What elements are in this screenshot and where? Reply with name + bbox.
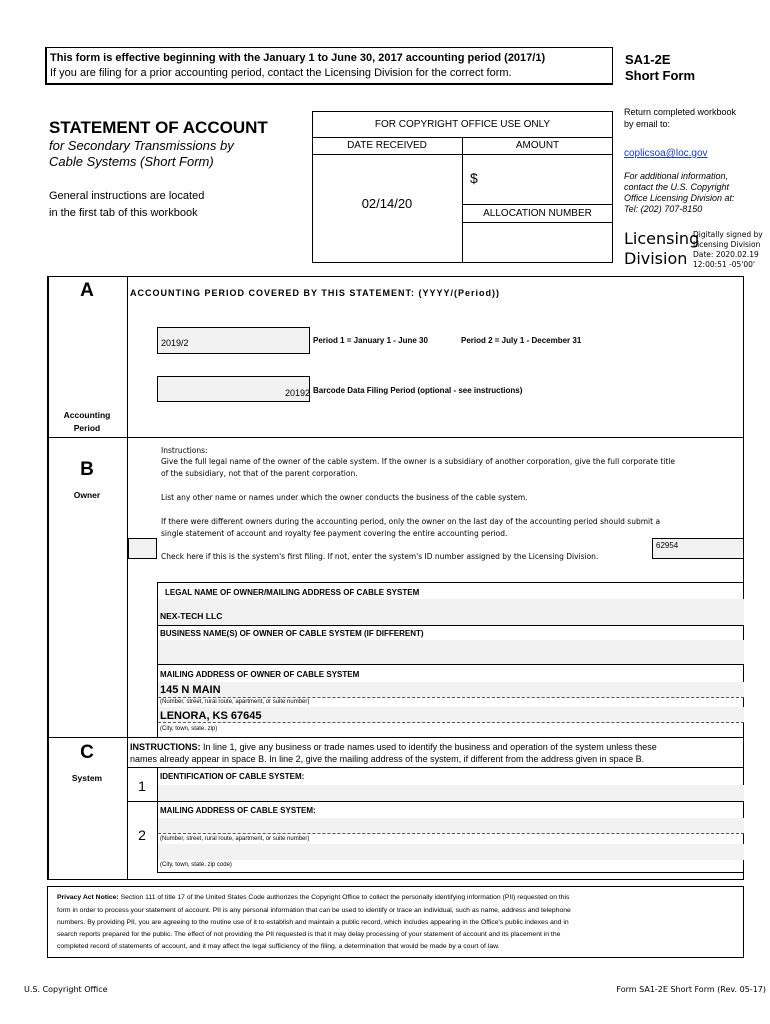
street-hint: (Number, street, rural route, apartment, or suite number): [160, 699, 310, 705]
privacy-text-1: Section 111 of title 17 of the United States Code authorizes the Copyright Office to collect the personally identifying information (PII) requested on this: [118, 894, 570, 901]
owner-instructions-3b: single statement of account and royalty fee payment covering the entire accounting period.: [161, 529, 508, 538]
section-b-letter: B: [80, 459, 94, 480]
section-a-heading: ACCOUNTING PERIOD COVERED BY THIS STATEMENT: (YYYY/(Period)): [130, 288, 501, 298]
statement-subtitle-2: Cable Systems (Short Form): [49, 154, 214, 169]
privacy-line-3: numbers. By providing PII, you are agreeing to the routine use of it to establish and maintain a public record, which includes appearing in the Office's public indexes and in: [57, 919, 569, 926]
line-2-number: 2: [138, 827, 146, 843]
footer-right: Form SA1-2E Short Form (Rev. 05-17): [616, 985, 766, 994]
legal-name-label: LEGAL NAME OF OWNER/MAILING ADDRESS OF CABLE SYSTEM: [165, 588, 420, 597]
privacy-line-2: form in order to process your statement of account. PII is any personal information that can be used to identify or trace an individual, such as name, address and telephone: [57, 907, 571, 914]
return-instructions-2: by email to:: [624, 119, 671, 129]
prior-period-notice: If you are filing for a prior accounting period, contact the Licensing Division for the correct form.: [50, 67, 512, 79]
business-name-input[interactable]: [158, 640, 744, 664]
owner-instructions-2: List any other name or names under which the owner conducts the business of the cable system.: [161, 493, 528, 502]
general-instructions-1: General instructions are located: [49, 190, 205, 202]
footer-left: U.S. Copyright Office: [24, 985, 108, 994]
city-hint: (City, town, state, zip): [160, 726, 218, 732]
office-use-title: FOR COPYRIGHT OFFICE USE ONLY: [374, 119, 551, 130]
info-line-2: contact the U.S. Copyright: [624, 182, 730, 192]
system-city-hint: (City, town, state, zip code): [160, 862, 232, 868]
signature-name-1: Licensing: [624, 229, 700, 248]
form-code: SA1-2E: [625, 52, 671, 67]
system-instructions-label: INSTRUCTIONS:: [130, 742, 201, 752]
signature-detail-2: Licensing Division: [693, 240, 761, 249]
mailing-address-label: MAILING ADDRESS OF OWNER OF CABLE SYSTEM: [160, 670, 360, 679]
signature-name-2: Division: [624, 249, 688, 268]
system-street-hint: (Number, street, rural route, apartment, or suite number): [160, 836, 310, 842]
legal-name-value: NEX-TECH LLC: [160, 611, 223, 621]
general-instructions-2: in the first tab of this workbook: [49, 207, 198, 219]
system-instructions-1: [130, 742, 657, 752]
system-street-input[interactable]: [158, 818, 744, 834]
dollar-sign: $: [470, 170, 478, 186]
owner-instructions-1b: of the subsidiary, not that of the parent corporation.: [161, 469, 358, 478]
accounting-period-value: 2019/2: [161, 338, 189, 348]
form-type: Short Form: [625, 68, 696, 83]
section-c-letter: C: [80, 742, 94, 763]
owner-instructions-3a: If there were different owners during the accounting period, only the owner on the last day of the accounting period should submit a: [161, 517, 661, 526]
date-received-value: 02/14/20: [361, 196, 413, 211]
legal-name-input[interactable]: [158, 599, 744, 625]
period-2-note: Period 2 = July 1 - December 31: [461, 336, 582, 345]
system-mailing-label: MAILING ADDRESS OF CABLE SYSTEM:: [160, 806, 316, 815]
first-filing-checkbox[interactable]: [128, 538, 157, 559]
street-input[interactable]: [158, 682, 744, 698]
first-filing-text: Check here if this is the system's first filing. If not, enter the system's ID number assigned by the Licensing Division.: [161, 552, 599, 561]
info-line-1: For additional information,: [624, 171, 729, 181]
statement-title: STATEMENT OF ACCOUNT: [49, 118, 268, 137]
system-city-input[interactable]: [158, 844, 744, 860]
system-id-value: 62954: [656, 541, 679, 550]
period-1-note: Period 1 = January 1 - June 30: [313, 336, 428, 345]
section-b-side: Owner: [73, 490, 101, 500]
allocation-number-label: ALLOCATION NUMBER: [483, 208, 592, 219]
identification-input[interactable]: [158, 785, 744, 801]
statement-subtitle-1: for Secondary Transmissions by: [49, 138, 234, 153]
section-c-side: System: [71, 773, 103, 783]
privacy-line-5: completed record of statements of account, and it may affect the legal sufficiency of the filing, a determination that would be made by a court of law.: [57, 943, 500, 950]
owner-instructions-1a: Give the full legal name of the owner of the cable system. If the owner is a subsidiary of another corporation, give the full corporate title: [161, 457, 675, 466]
date-received-label: DATE RECEIVED: [347, 140, 427, 151]
section-a-letter: A: [80, 280, 94, 301]
return-instructions-1: Return completed workbook: [624, 107, 737, 117]
privacy-line-4: search reports prepared for the public. The effect of not providing the PII requested is that it may delay processing of your statement of account and its placement in the: [57, 931, 561, 938]
identification-label: IDENTIFICATION OF CABLE SYSTEM:: [160, 772, 305, 781]
system-instructions-2: names already appear in space B. In line 2, give the mailing address of the system, if different from the address given in space B.: [130, 754, 645, 764]
line-1-number: 1: [138, 778, 146, 794]
privacy-line-1: [57, 894, 569, 901]
signature-detail-1: Digitally signed by: [693, 230, 763, 239]
system-instructions-text-a: In line 1, give any business or trade names used to identify the business and operation of the system unless these: [200, 742, 657, 752]
effective-notice: This form is effective beginning with the January 1 to June 30, 2017 accounting period (2017/1): [50, 52, 546, 64]
section-a-side-1: Accounting: [63, 410, 111, 420]
barcode-period-label: Barcode Data Filing Period (optional - see instructions): [313, 386, 523, 395]
amount-label: AMOUNT: [515, 140, 560, 151]
business-name-label: BUSINESS NAME(S) OF OWNER OF CABLE SYSTEM (IF DIFFERENT): [160, 629, 424, 638]
owner-instructions-title: Instructions:: [161, 446, 208, 455]
barcode-period-value: 20192: [285, 388, 311, 398]
section-a-side-2: Period: [73, 423, 101, 433]
privacy-label: Privacy Act Notice:: [57, 894, 119, 901]
email-link[interactable]: coplicsoa@loc.gov: [624, 148, 708, 159]
street-value: 145 N MAIN: [160, 684, 221, 696]
signature-detail-3: Date: 2020.02.19: [693, 250, 759, 259]
signature-detail-4: 12:00:51 -05'00': [693, 260, 755, 269]
city-value: LENORA, KS 67645: [160, 710, 262, 722]
info-line-4: Tel: (202) 707-8150: [624, 204, 703, 214]
info-line-3: Office Licensing Division at:: [624, 193, 735, 203]
